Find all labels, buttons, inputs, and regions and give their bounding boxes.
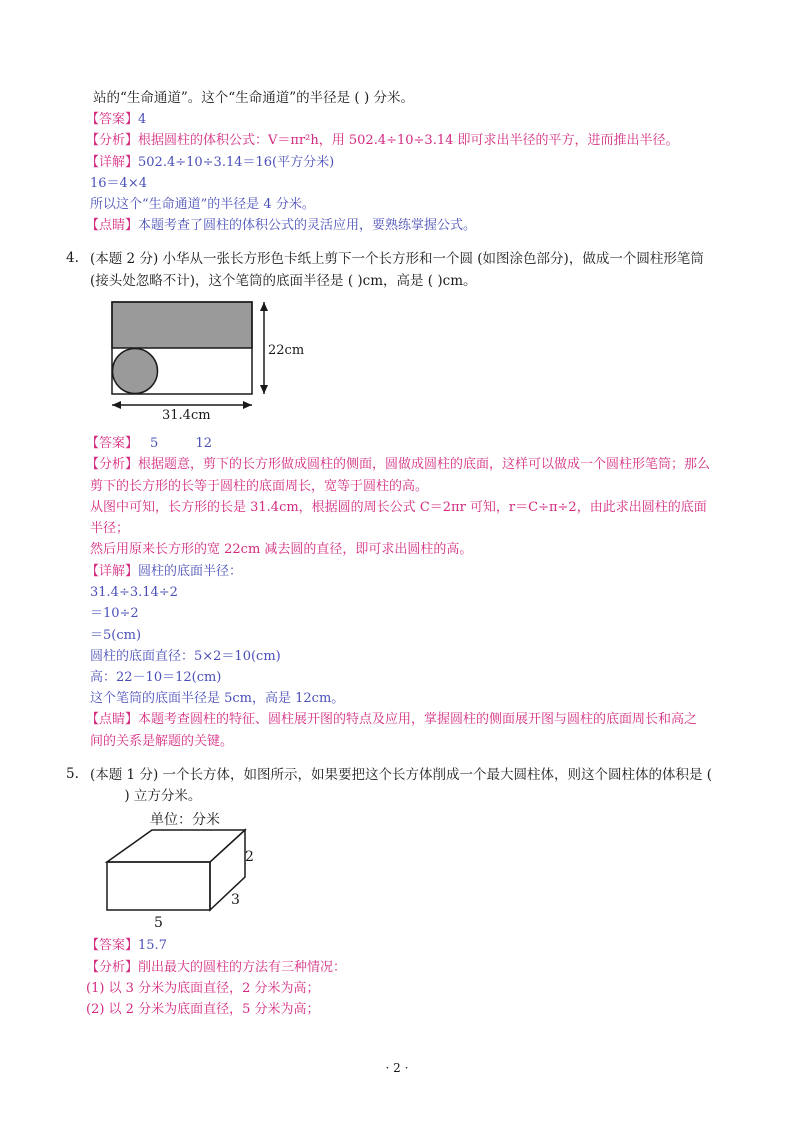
q4-stem-line: (接头处忽略不计)，这个笔筒的底面半径是 ( )cm，高是 ( )cm。 — [90, 273, 477, 289]
comment-text: 间的关系是解题的关键。 — [90, 734, 234, 749]
comment-text: 本题考查了圆柱的体积公式的灵活应用，要熟练掌握公式。 — [138, 218, 477, 233]
q5-answer — [86, 937, 167, 955]
analysis-text: 根据圆柱的体积公式：V＝πr²h，用 502.4÷10÷3.14 即可求出半径的平方，进而推出半径。 — [138, 133, 679, 148]
answer-value: 4 — [138, 112, 147, 127]
analysis-text: (2) 以 2 分米为底面直径，5 分米为高； — [86, 1002, 320, 1017]
detail-line: 31.4÷3.14÷2 — [90, 585, 178, 600]
q5-figure — [100, 805, 270, 935]
cuboid-top-face — [107, 830, 245, 862]
shaded-rectangle — [112, 302, 252, 348]
depth-label: 3 — [231, 892, 240, 908]
q5-analysis — [86, 959, 346, 977]
arrow-left-icon — [112, 401, 121, 409]
page-number: · 2 · — [385, 1061, 409, 1075]
question-number: 4. — [66, 250, 79, 266]
q4-detail — [86, 563, 242, 581]
answer-tag: 【答案】 — [86, 436, 139, 451]
detail-line: 16＝4×4 — [90, 176, 147, 191]
analysis-tag: 【分析】 — [86, 960, 139, 975]
analysis-text: 削出最大的圆柱的方法有三种情况： — [138, 960, 347, 975]
answer-value: 15.7 — [138, 938, 167, 953]
answer-value: 5 12 — [150, 436, 213, 451]
comment-tag: 【点睛】 — [86, 712, 139, 727]
q3-stem-tail: 站的“生命通道”。这个“生命通道”的半径是 ( ) 分米。 — [93, 90, 415, 106]
q3-answer — [86, 111, 146, 129]
q5-stem-line: (本题 1 分) 一个长方体，如图所示，如果要把这个长方体削成一个最大圆柱体，则这个圆柱体的体积是 ( — [90, 767, 713, 783]
analysis-text: 根据题意，剪下的长方形做成圆柱的侧面，圆做成圆柱的底面，这样可以做成一个圆柱形笔筒；那么 — [138, 457, 711, 472]
q3-analysis — [86, 132, 679, 150]
length-label: 5 — [154, 915, 163, 931]
detail-tag: 【详解】 — [86, 564, 139, 579]
analysis-tag: 【分析】 — [86, 133, 139, 148]
q5-stem-line: ) 立方分米。 — [90, 788, 202, 804]
shaded-circle — [113, 349, 158, 394]
analysis-text: (1) 以 3 分米为底面直径，2 分米为高； — [86, 981, 320, 996]
q4-analysis — [86, 456, 710, 474]
comment-tag: 【点睛】 — [86, 218, 139, 233]
answer-tag: 【答案】 — [86, 938, 139, 953]
height-label: 2 — [245, 849, 254, 865]
arrow-down-icon — [260, 385, 268, 394]
analysis-text: 半径； — [90, 521, 130, 536]
detail-line: 圆柱的底面直径：5×2＝10(cm) — [90, 649, 281, 664]
detail-line: 所以这个“生命通道”的半径是 4 分米。 — [90, 197, 315, 212]
comment-text: 本题考查圆柱的特征、圆柱展开图的特点及应用，掌握圆柱的侧面展开图与圆柱的底面周长和高之 — [138, 712, 698, 727]
arrow-up-icon — [260, 302, 268, 311]
q3-detail — [86, 154, 334, 172]
unit-label: 单位：分米 — [150, 812, 220, 828]
analysis-text: 剪下的长方形的长等于圆柱的底面周长，宽等于圆柱的高。 — [90, 479, 429, 494]
question-number: 5. — [66, 766, 79, 782]
cuboid-front-face — [107, 862, 210, 910]
detail-line: 高：22－10＝12(cm) — [90, 670, 222, 685]
detail-line: 502.4÷10÷3.14＝16(平方分米) — [138, 155, 335, 170]
analysis-text: 从图中可知，长方形的长是 31.4cm，根据圆的周长公式 C＝2πr 可知，r＝C÷π÷2，由此求出圆柱的底面 — [90, 500, 707, 515]
q3-comment — [86, 217, 476, 235]
analysis-tag: 【分析】 — [86, 457, 139, 472]
width-label: 31.4cm — [162, 408, 211, 423]
q4-answer — [86, 435, 212, 453]
answer-tag: 【答案】 — [86, 112, 139, 127]
q4-comment — [86, 711, 697, 729]
height-label: 22cm — [268, 343, 305, 358]
q4-stem-line: (本题 2 分) 小华从一张长方形色卡纸上剪下一个长方形和一个圆 (如图涂色部分)，做成一个圆柱形笔筒 — [90, 251, 704, 267]
detail-line: 这个笔筒的底面半径是 5cm，高是 12cm。 — [90, 691, 345, 706]
arrow-right-icon — [243, 401, 252, 409]
analysis-text: 然后用原来长方形的宽 22cm 减去圆的直径，即可求出圆柱的高。 — [90, 542, 473, 557]
q4-figure — [100, 295, 320, 425]
detail-line: 圆柱的底面半径： — [138, 564, 243, 579]
detail-tag: 【详解】 — [86, 155, 139, 170]
detail-line: ＝5(cm) — [90, 628, 142, 643]
detail-line: ＝10÷2 — [90, 606, 139, 621]
